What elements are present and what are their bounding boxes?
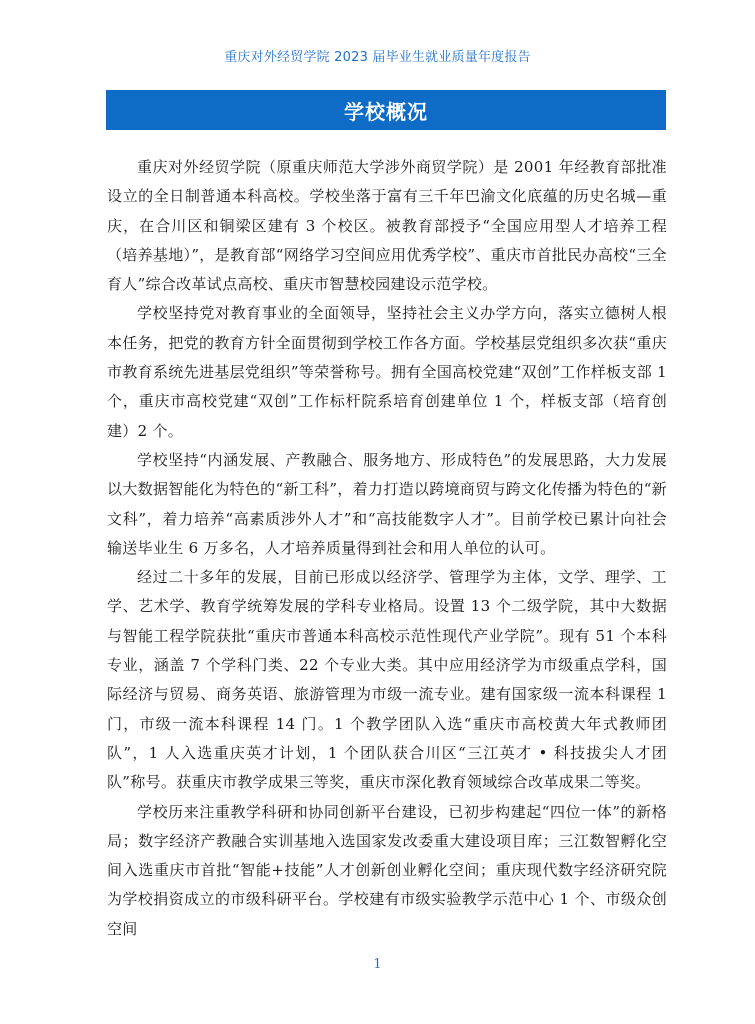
running-header: 重庆对外经贸学院 2023 届毕业生就业质量年度报告: [224, 50, 531, 65]
page-number: 1: [373, 957, 382, 972]
paragraph-party-building: 学校坚持党对教育事业的全面领导，坚持社会主义办学方向，落实立德树人根本任务，把党的教育方针全面贯彻到学校工作各方面。学校基层党组织多次获“重庆市教育系统先进基层党组织”等荣誉称号。拥有全国高校党建“双创”工作样板支部 1 个，重庆市高校党建“双创”工作标杆院系培育创建单位 1 个，样板支部（培育创建）2 个。: [107, 304, 667, 440]
paragraph-development-strategy: 学校坚持“内涵发展、产教融合、服务地方、形成特色”的发展思路，大力发展以大数据智能化为特色的“新工科”，着力打造以跨境商贸与跨文化传播为特色的“新文科”，着力培养“高素质涉外人才”和“高技能数字人才”。目前学校已累计向社会输送毕业生 6 万多名，人才培养质量得到社会和用人单位的认可。: [107, 450, 667, 557]
section-title: 学校概况: [344, 99, 428, 124]
section-title-bar: [106, 90, 666, 130]
body-text: [107, 153, 667, 944]
paragraph-overview: 重庆对外经贸学院（原重庆师范大学涉外商贸学院）是 2001 年经教育部批准设立的全日制普通本科高校。学校坐落于富有三千年巴渝文化底蕴的历史名城—重庆，在合川区和铜梁区建有 3 个校区。被教育部授予“全国应用型人才培养工程（培养基地）”，是教育部“网络学习空间应用优秀学校”、重庆市首批民办高校“三全育人”综合改革试点高校、重庆市智慧校园建设示范学校。: [107, 158, 667, 294]
paragraph-disciplines: 经过二十多年的发展，目前已形成以经济学、管理学为主体，文学、理学、工学、艺术学、教育学统筹发展的学科专业格局。设置 13 个二级学院，其中大数据与智能工程学院获批“重庆市普通本科高校示范性现代产业学院”。现有 51 个本科专业，涵盖 7 个学科门类、22 个专业大类。其中应用经济学为市级重点学科，国际经济与贸易、商务英语、旅游管理为市级一流专业。建有国家级一流本科课程 1 门，市级一流本科课程 14 门。1 个教学团队入选“重庆市高校黄大年式教师团队”，1 人入选重庆英才计划，1 个团队获合川区“三江英才 • 科技拔尖人才团队”称号。获重庆市教学成果三等奖，重庆市深化教育领域综合改革成果二等奖。: [107, 568, 667, 792]
paragraph-research-platforms: 学校历来注重教学科研和协同创新平台建设，已初步构建起“四位一体”的新格局；数字经济产教融合实训基地入选国家发改委重大建设项目库；三江数智孵化空间入选重庆市首批“智能+技能”人才创新创业孵化空间；重庆现代数字经济研究院为学校捐资成立的市级科研平台。学校建有市级实验教学示范中心 1 个、市级众创空间: [107, 802, 667, 938]
